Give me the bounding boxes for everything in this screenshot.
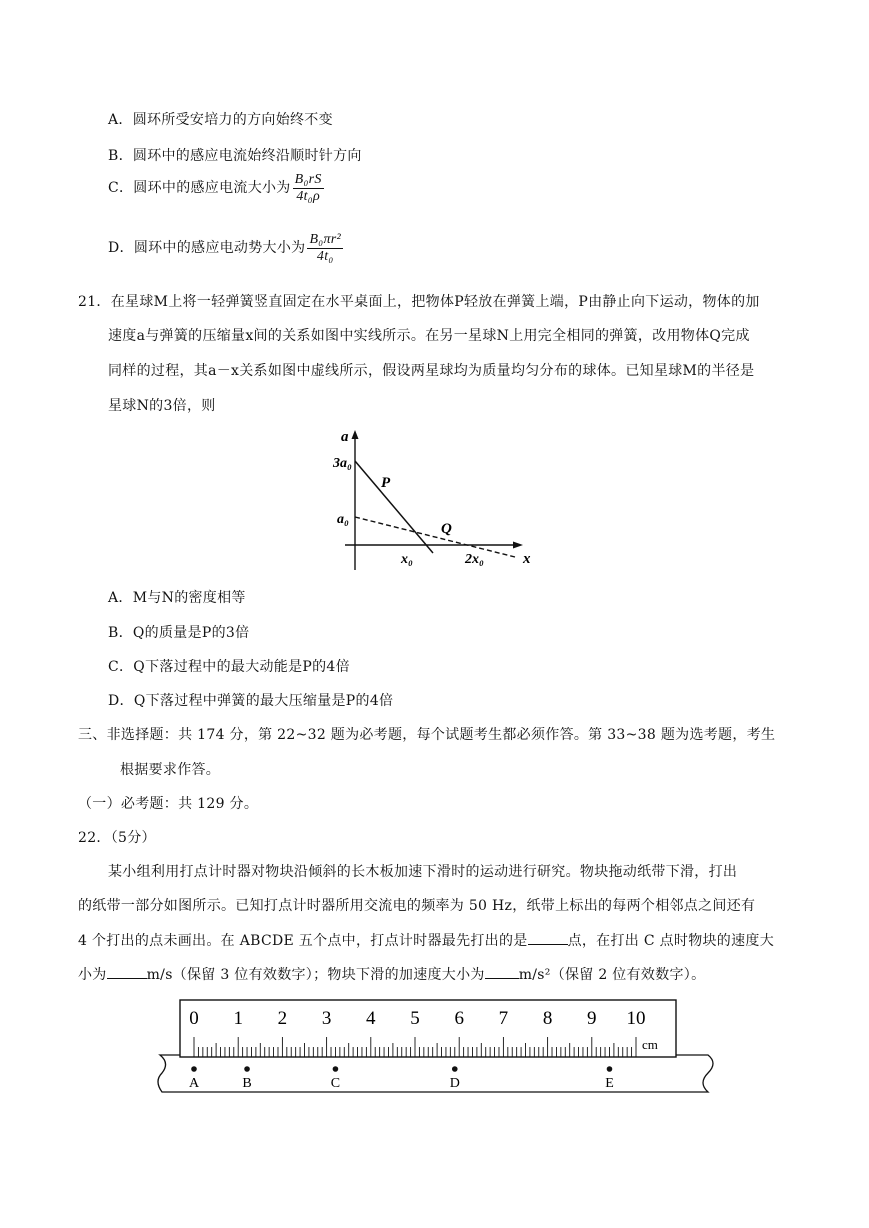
tick-a0: a₀ xyxy=(337,512,349,527)
q22-header: 22．（5分） xyxy=(78,830,156,846)
q22-line4-text-a: 小为 xyxy=(78,967,107,983)
q22-line3-text-a: 4 个打出的点未画出。在 ABCDE 五个点中，打点计时器最先打出的是 xyxy=(78,933,528,949)
paper-tape xyxy=(158,1055,713,1092)
q22-line3 xyxy=(78,930,774,951)
fraction-denominator: 4t₀ xyxy=(316,248,334,264)
q20-option-a: A．圆环所受安培力的方向始终不变 xyxy=(108,112,333,128)
tick-3a0: 3a₀ xyxy=(333,456,352,471)
ruler-unit-label: cm xyxy=(642,1037,658,1052)
q20-option-d-fraction xyxy=(307,232,343,265)
q21-stem-line4: 星球N的3倍，则 xyxy=(108,398,216,414)
q21-stem-line1: 21．在星球M上将一轻弹簧竖直固定在水平桌面上，把物体P轻放在弹簧上端，P由静止向下运动，物体的加 xyxy=(78,294,760,310)
fraction-denominator: 4t₀ρ xyxy=(296,188,320,204)
q20-option-b: B．圆环中的感应电流始终沿顺时针方向 xyxy=(108,148,362,164)
ruler-number-6: 6 xyxy=(454,1008,464,1029)
fraction-numerator: B₀rS xyxy=(294,171,322,187)
ruler-number-8: 8 xyxy=(542,1008,553,1029)
q22-line1: 某小组利用打点计时器对物块沿倾斜的长木板加速下滑时的运动进行研究。物块拖动纸带下滑，打出 xyxy=(108,864,738,880)
q20-option-d-text: D．圆环中的感应电动势大小为 xyxy=(108,240,306,256)
section3-sub1: （一）必考题：共 129 分。 xyxy=(78,796,259,812)
q22-line4 xyxy=(78,964,705,985)
tick-2x0: 2x₀ xyxy=(465,552,484,567)
tape-point-label-B: B xyxy=(242,1076,252,1091)
q20-option-c-text: C．圆环中的感应电流大小为 xyxy=(108,180,291,196)
ruler-number-10: 10 xyxy=(626,1008,646,1029)
dashed-line-q xyxy=(355,517,515,557)
ruler-number-9: 9 xyxy=(587,1008,597,1029)
ruler-number-7: 7 xyxy=(498,1008,509,1029)
solid-line-p xyxy=(355,461,433,553)
q21-graph xyxy=(335,425,535,575)
tape-point-label-D: D xyxy=(449,1076,460,1091)
ruler-number-5: 5 xyxy=(410,1008,420,1029)
tape-point-A xyxy=(191,1066,197,1072)
q21-option-b: B．Q的质量是P的3倍 xyxy=(108,625,250,641)
q20-option-c xyxy=(108,170,324,206)
ruler-figure xyxy=(150,997,722,1101)
tape-point-E xyxy=(607,1066,613,1072)
q21-stem-line2: 速度a与弹簧的压缩量x间的关系如图中实线所示。在另一星球N上用完全相同的弹簧，改用物体Q完成 xyxy=(108,328,750,344)
tape-point-B xyxy=(244,1066,250,1072)
ruler-number-2: 2 xyxy=(277,1008,288,1029)
ruler-number-1: 1 xyxy=(233,1008,243,1029)
answer-blank-first-point[interactable] xyxy=(528,930,568,945)
y-axis-label: a xyxy=(341,429,349,445)
tape-point-label-C: C xyxy=(330,1076,341,1091)
tape-point-label-A: A xyxy=(188,1076,200,1091)
q22-line2: 的纸带一部分如图所示。已知打点计时器所用交流电的频率为 50 Hz，纸带上标出的每两个相邻点之间还有 xyxy=(78,898,756,914)
label-p: P xyxy=(381,475,391,491)
section3-line2: 根据要求作答。 xyxy=(120,762,221,778)
tape-point-label-E: E xyxy=(605,1076,614,1091)
q21-option-d: D．Q下落过程中弹簧的最大压缩量是P的4倍 xyxy=(108,693,394,709)
fraction-numerator: B₀πr² xyxy=(309,231,342,247)
answer-blank-acceleration[interactable] xyxy=(485,964,519,979)
q22-line4-text-b: m/s（保留 3 位有效数字）；物块下滑的加速度大小为 xyxy=(146,967,485,983)
q20-option-c-fraction xyxy=(293,172,324,205)
x-axis-label: x xyxy=(523,551,531,567)
ruler-number-4: 4 xyxy=(366,1008,376,1029)
q21-stem-line3: 同样的过程，其a－x关系如图中虚线所示，假设两星球均为质量均匀分布的球体。已知星球M的半径是 xyxy=(108,363,755,379)
answer-blank-velocity[interactable] xyxy=(107,964,147,979)
tape-point-C xyxy=(333,1066,339,1072)
q22-line4-text-c: m/s²（保留 2 位有效数字）。 xyxy=(518,967,706,983)
tick-x0: x₀ xyxy=(401,552,413,567)
q21-option-a: A．M与N的密度相等 xyxy=(108,590,246,606)
ruler-number-3: 3 xyxy=(321,1008,332,1029)
q20-option-d xyxy=(108,230,343,266)
q21-option-c: C．Q下落过程中的最大动能是P的4倍 xyxy=(108,659,350,675)
x-axis-arrow xyxy=(513,542,523,549)
y-axis-arrow xyxy=(352,430,359,439)
ruler-number-0: 0 xyxy=(189,1008,199,1029)
tape-point-D xyxy=(452,1066,458,1072)
section3-line1: 三、非选择题：共 174 分，第 22~32 题为必考题，每个试题考生都必须作答。第 33~38 题为选考题，考生 xyxy=(78,727,776,743)
q22-line3-text-b: 点，在打出 C 点时物块的速度大 xyxy=(567,933,774,949)
label-q: Q xyxy=(441,521,452,537)
